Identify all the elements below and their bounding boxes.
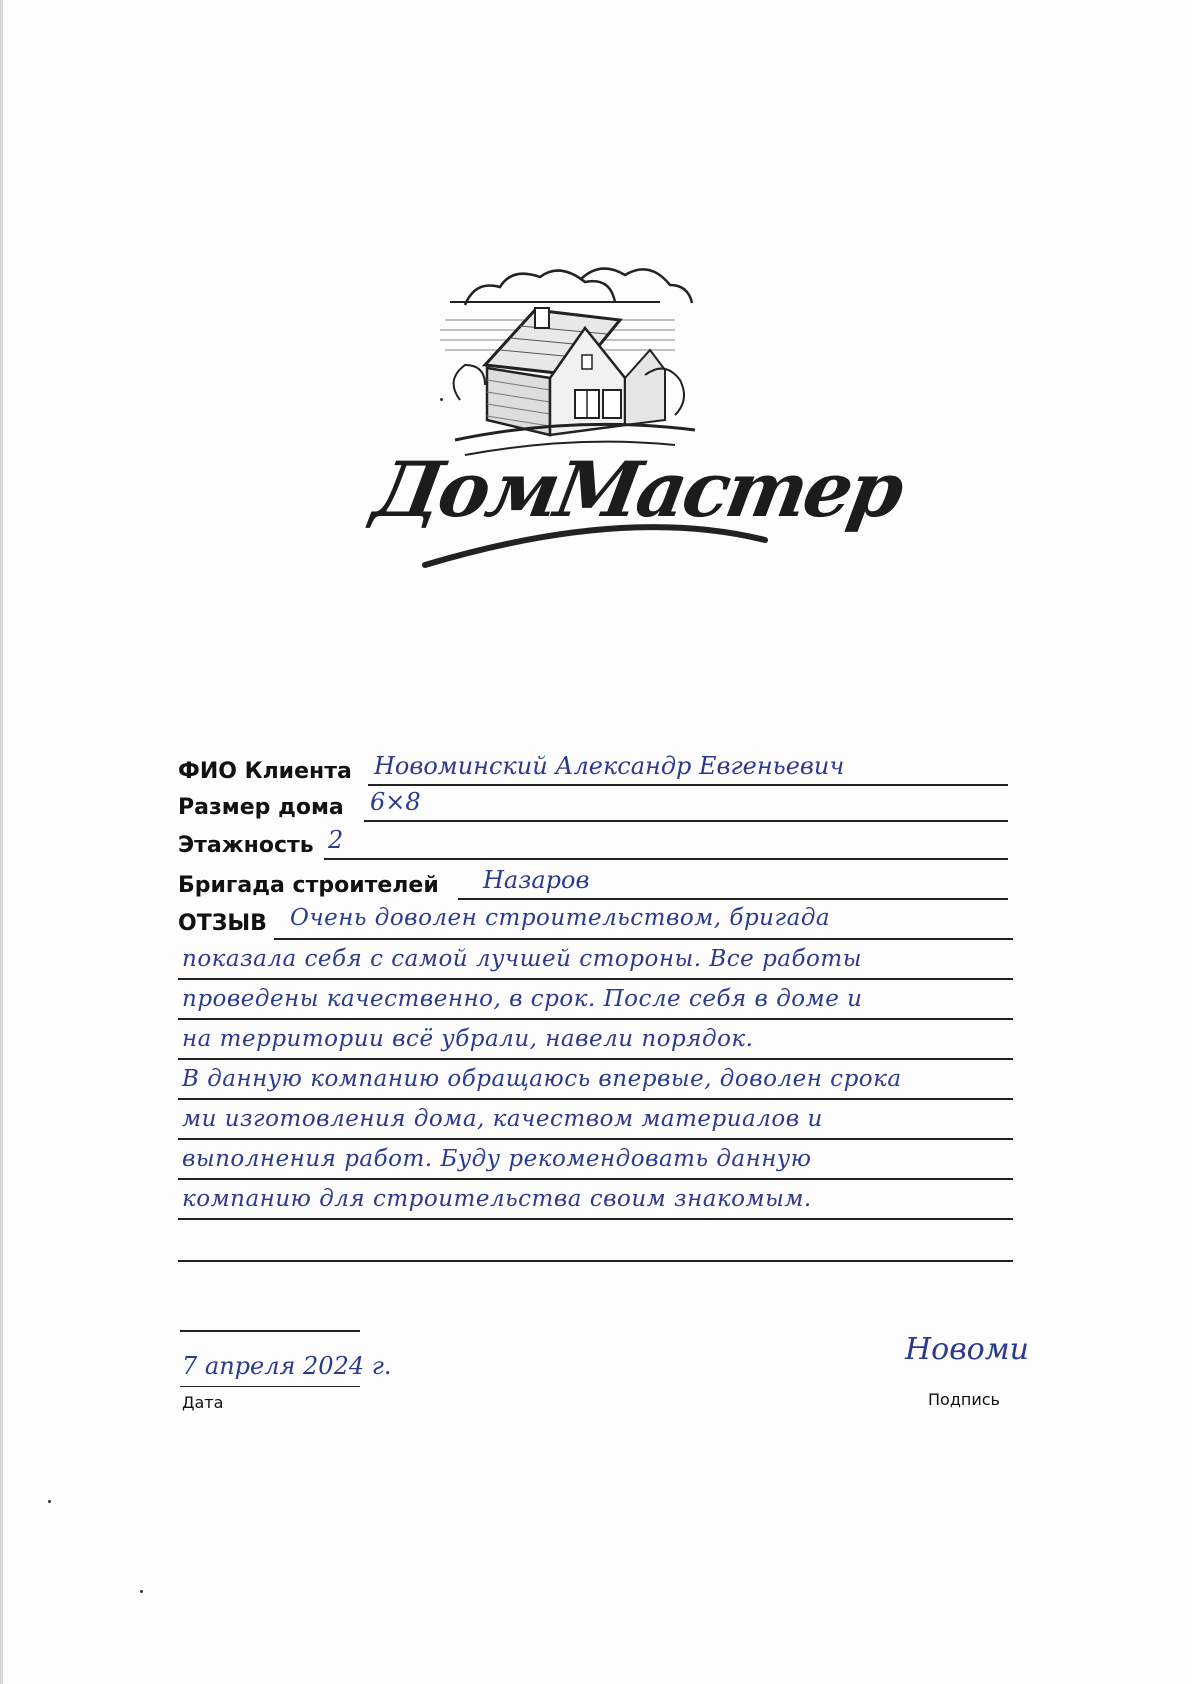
field-size — [178, 788, 1008, 822]
company-logo — [367, 250, 908, 610]
review-underline-9 — [178, 1260, 1013, 1262]
client-label: ФИО Клиента — [178, 759, 352, 784]
field-brigade — [178, 866, 1008, 900]
scan-speck — [140, 1590, 143, 1593]
review-underline-5 — [178, 1098, 1013, 1100]
scan-speck — [440, 398, 443, 401]
field-floors — [178, 826, 1008, 860]
brigade-underline — [458, 898, 1008, 900]
signature: Новоми — [905, 1332, 1029, 1367]
date-underline — [180, 1330, 360, 1332]
review-line-7: выполнения работ. Буду рекомендовать данную — [182, 1146, 812, 1172]
brigade-value: Назаров — [483, 866, 590, 894]
client-underline — [368, 784, 1008, 786]
review-underline-4 — [178, 1058, 1013, 1060]
review-line-8: компанию для строительства своим знакомым. — [182, 1186, 812, 1212]
floors-underline — [324, 858, 1008, 860]
house-illustration — [375, 250, 815, 610]
brigade-label: Бригада строителей — [178, 873, 439, 898]
floors-value: 2 — [328, 826, 344, 854]
floors-label: Этажность — [178, 833, 314, 858]
review-line-2: показала себя с самой лучшей стороны. Все работы — [182, 946, 862, 972]
review-underline-8 — [178, 1218, 1013, 1220]
client-value: Новоминский Александр Евгеньевич — [374, 752, 845, 780]
review-underline-6 — [178, 1138, 1013, 1140]
signature-label: Подпись — [928, 1390, 1000, 1409]
review-line-6: ми изготовления дома, качеством материалов и — [182, 1106, 823, 1132]
review-line-1: Очень доволен строительством, бригада — [290, 905, 831, 931]
review-label: ОТЗЫВ — [178, 911, 267, 936]
review-underline-7 — [178, 1178, 1013, 1180]
date-value-underline — [180, 1386, 360, 1387]
scan-speck — [48, 1500, 51, 1503]
review-underline-1 — [274, 938, 1013, 940]
review-underline-3 — [178, 1018, 1013, 1020]
size-label: Размер дома — [178, 795, 344, 820]
size-underline — [364, 820, 1008, 822]
date-value: 7 апреля 2024 г. — [182, 1352, 392, 1380]
brand-wordmark: ДомМастер — [367, 445, 908, 534]
size-value: 6×8 — [370, 788, 421, 816]
review-line-5: В данную компанию обращаюсь впервые, доволен срока — [182, 1066, 902, 1092]
review-line-3: проведены качественно, в срок. После себя в доме и — [182, 986, 863, 1012]
review-line-4: на территории всё убрали, навели порядок. — [182, 1026, 754, 1052]
date-label: Дата — [182, 1393, 224, 1412]
review-underline-2 — [178, 978, 1013, 980]
scan-edge — [0, 0, 3, 1684]
field-client — [178, 752, 1008, 786]
